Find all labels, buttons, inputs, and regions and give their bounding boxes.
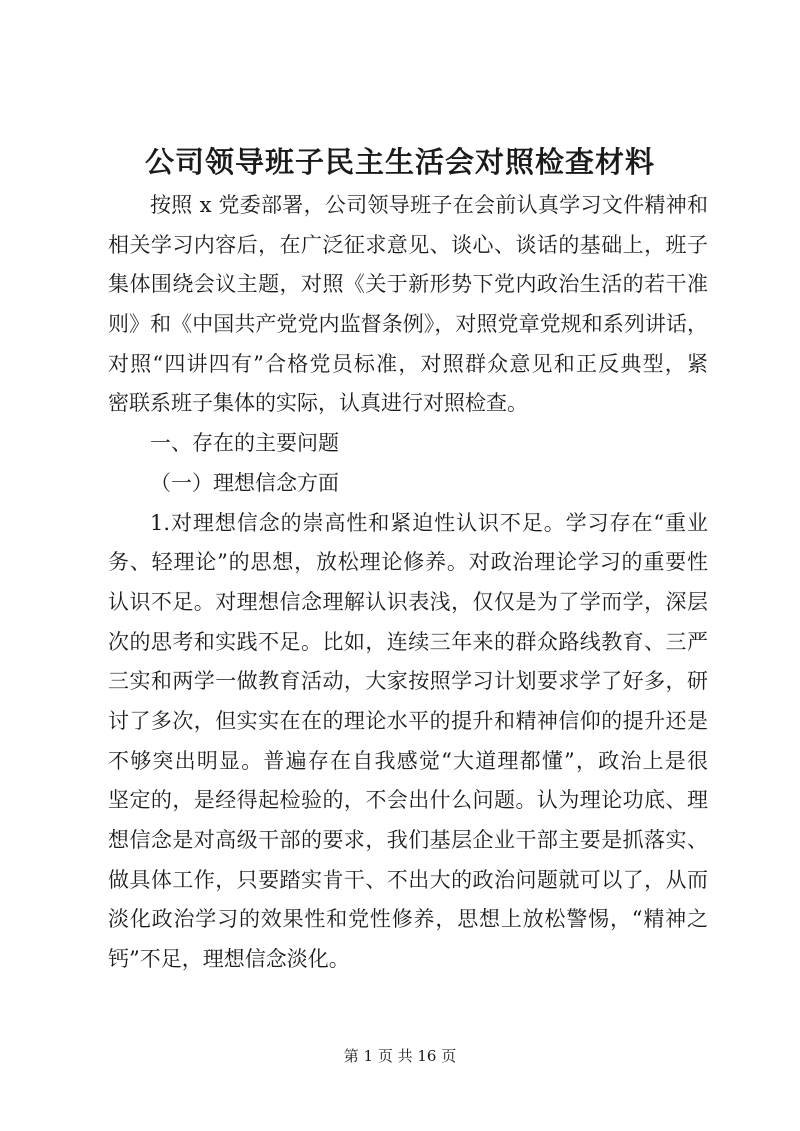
paragraph-line: 按照 x 党委部署，公司领导班子在会前认真学习文件精神和: [150, 193, 708, 217]
paragraph-line: 则》和《中国共产党党内监督条例》，对照党章党规和系列讲话，: [108, 312, 708, 336]
paragraph-line: 坚定的，是经得起检验的，不会出什么问题。认为理论功底、理: [108, 788, 708, 812]
paragraph-line: 1.对理想信念的崇高性和紧迫性认识不足。学习存在“重业: [150, 511, 708, 535]
paragraph-line: 淡化政治学习的效果性和党性修养，思想上放松警惕，“精神之: [108, 907, 708, 931]
paragraph-line: 做具体工作，只要踏实肯干、不出大的政治问题就可以了，从而: [108, 868, 708, 892]
paragraph-line: 密联系班子集体的实际，认真进行对照检查。: [108, 391, 528, 415]
paragraph-line: 对照“四讲四有”合格党员标准，对照群众意见和正反典型，紧: [108, 352, 708, 376]
paragraph-line: 相关学习内容后，在广泛征求意见、谈心、谈话的基础上，班子: [108, 233, 708, 257]
page-footer: 第 1 页 共 16 页: [343, 1047, 457, 1065]
paragraph-line: 集体围绕会议主题，对照《关于新形势下党内政治生活的若干准: [108, 272, 708, 296]
paragraph-line: 讨了多次，但实实在在的理论水平的提升和精神信仰的提升还是: [108, 709, 708, 733]
paragraph-line: 想信念是对高级干部的要求，我们基层企业干部主要是抓落实、: [108, 828, 708, 852]
document-title: 公司领导班子民主生活会对照检查材料: [144, 145, 655, 179]
section-heading: 一、存在的主要问题: [150, 431, 339, 455]
paragraph-line: 次的思考和实践不足。比如，连续三年来的群众路线教育、三严: [108, 630, 708, 654]
paragraph-line: 钙”不足，理想信念淡化。: [108, 947, 350, 971]
subsection-heading: （一）理想信念方面: [150, 471, 339, 495]
paragraph-line: 三实和两学一做教育活动，大家按照学习计划要求学了好多，研: [108, 669, 708, 693]
paragraph-line: 务、轻理论”的思想，放松理论修养。对政治理论学习的重要性: [108, 550, 708, 574]
paragraph-line: 认识不足。对理想信念理解认识表浅，仅仅是为了学而学，深层: [108, 590, 708, 614]
paragraph-line: 不够突出明显。普遍存在自我感觉“大道理都懂”，政治上是很: [108, 749, 708, 773]
